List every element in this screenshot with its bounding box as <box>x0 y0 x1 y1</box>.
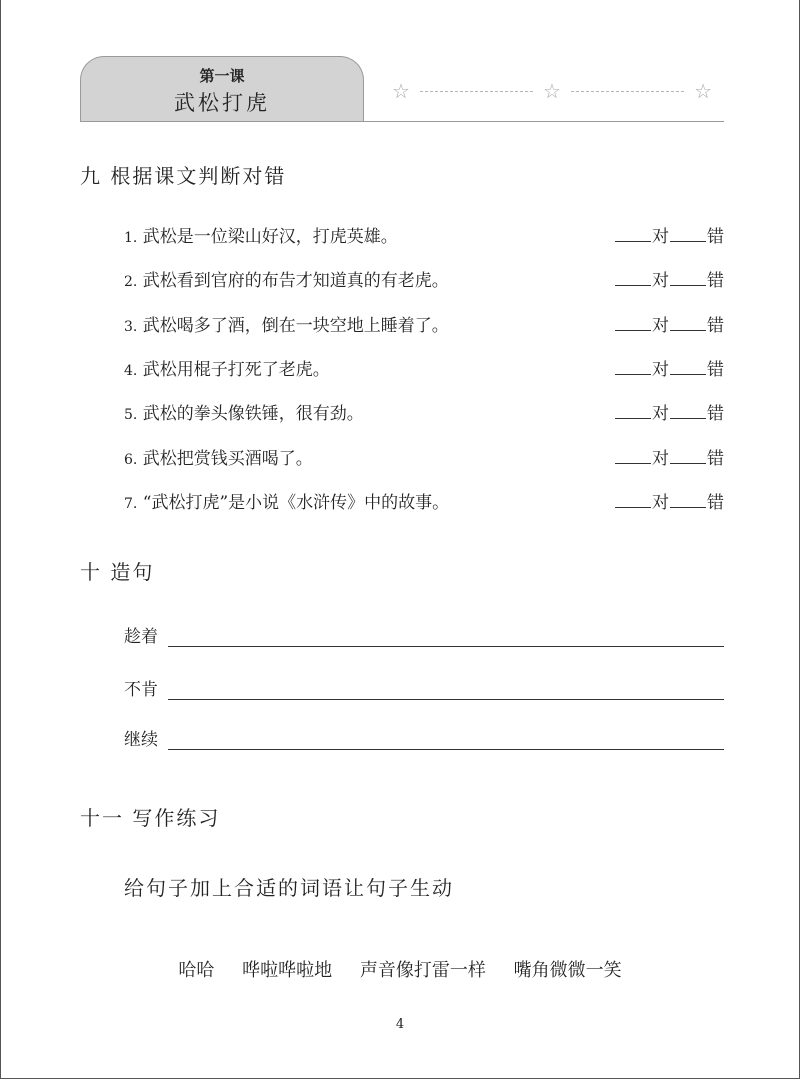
true-label: 对 <box>652 493 669 513</box>
true-answer-blank[interactable] <box>615 445 651 464</box>
judge-statement: 1. 武松是一位梁山好汉，打虎英雄。 <box>124 227 398 247</box>
sentence-word: 趁着 <box>124 627 158 647</box>
true-label: 对 <box>652 404 669 424</box>
sentence-row <box>124 622 724 652</box>
judge-choices <box>614 311 724 336</box>
false-answer-blank[interactable] <box>670 356 706 375</box>
word-bank-item: 声音像打雷一样 <box>359 960 486 981</box>
true-answer-blank[interactable] <box>615 223 651 242</box>
sentence-answer-line[interactable] <box>168 699 724 700</box>
lesson-title: 武松打虎 <box>174 91 270 115</box>
judge-statement: 6. 武松把赏钱买酒喝了。 <box>124 449 313 469</box>
star-icon: ☆ <box>694 79 712 103</box>
false-answer-blank[interactable] <box>670 223 706 242</box>
false-label: 错 <box>707 316 724 336</box>
false-label: 错 <box>707 271 724 291</box>
section-title-judge: 九 根据课文判断对错 <box>80 164 287 188</box>
false-label: 错 <box>707 227 724 247</box>
sentence-word: 继续 <box>124 730 158 750</box>
section-title-sentence: 十 造句 <box>80 560 155 584</box>
page-number: 4 <box>395 1017 405 1032</box>
false-label: 错 <box>707 449 724 469</box>
true-label: 对 <box>652 271 669 291</box>
false-label: 错 <box>707 493 724 513</box>
judge-statement: 7. “武松打虎”是小说《水浒传》中的故事。 <box>124 493 450 513</box>
true-answer-blank[interactable] <box>615 489 651 508</box>
judge-choices <box>614 444 724 469</box>
judge-statement: 4. 武松用棍子打死了老虎。 <box>124 360 330 380</box>
star-rating-decoration <box>392 78 712 104</box>
false-answer-blank[interactable] <box>670 312 706 331</box>
judge-choices <box>614 222 724 247</box>
sentence-answer-line[interactable] <box>168 646 724 647</box>
sentence-answer-line[interactable] <box>168 749 724 750</box>
sentence-row <box>124 675 724 705</box>
dashed-divider <box>571 91 684 92</box>
judge-item <box>124 444 724 472</box>
word-bank-item: 哈哈 <box>178 960 215 981</box>
writing-instruction: 给句子加上合适的词语让句子生动 <box>124 876 454 900</box>
judge-choices <box>614 355 724 380</box>
section-title-writing: 十一 写作练习 <box>80 806 221 830</box>
judge-item <box>124 399 724 427</box>
star-icon: ☆ <box>392 79 410 103</box>
false-label: 错 <box>707 404 724 424</box>
word-bank <box>0 956 800 982</box>
dashed-divider <box>420 91 533 92</box>
sentence-word: 不肯 <box>124 680 158 700</box>
false-label: 错 <box>707 360 724 380</box>
true-answer-blank[interactable] <box>615 267 651 286</box>
sentence-row <box>124 725 724 755</box>
judge-statement: 2. 武松看到官府的布告才知道真的有老虎。 <box>124 271 449 291</box>
true-answer-blank[interactable] <box>615 356 651 375</box>
true-answer-blank[interactable] <box>615 312 651 331</box>
judge-item <box>124 222 724 250</box>
true-label: 对 <box>652 316 669 336</box>
false-answer-blank[interactable] <box>670 445 706 464</box>
judge-choices <box>614 488 724 513</box>
word-bank-item: 哗啦哗啦地 <box>242 960 333 981</box>
true-label: 对 <box>652 227 669 247</box>
lesson-number: 第一课 <box>199 67 245 85</box>
lesson-tab <box>80 56 364 122</box>
judge-choices <box>614 266 724 291</box>
judge-statement: 5. 武松的拳头像铁锤，很有劲。 <box>124 404 364 424</box>
judge-choices <box>614 399 724 424</box>
false-answer-blank[interactable] <box>670 400 706 419</box>
judge-item <box>124 355 724 383</box>
star-icon: ☆ <box>543 79 561 103</box>
header-rule <box>80 121 724 122</box>
word-bank-item: 嘴角微微一笑 <box>513 960 622 981</box>
true-label: 对 <box>652 449 669 469</box>
true-answer-blank[interactable] <box>615 400 651 419</box>
false-answer-blank[interactable] <box>670 489 706 508</box>
false-answer-blank[interactable] <box>670 267 706 286</box>
judge-item <box>124 266 724 294</box>
true-label: 对 <box>652 360 669 380</box>
judge-statement: 3. 武松喝多了酒，倒在一块空地上睡着了。 <box>124 316 449 336</box>
judge-item <box>124 311 724 339</box>
judge-item <box>124 488 724 516</box>
